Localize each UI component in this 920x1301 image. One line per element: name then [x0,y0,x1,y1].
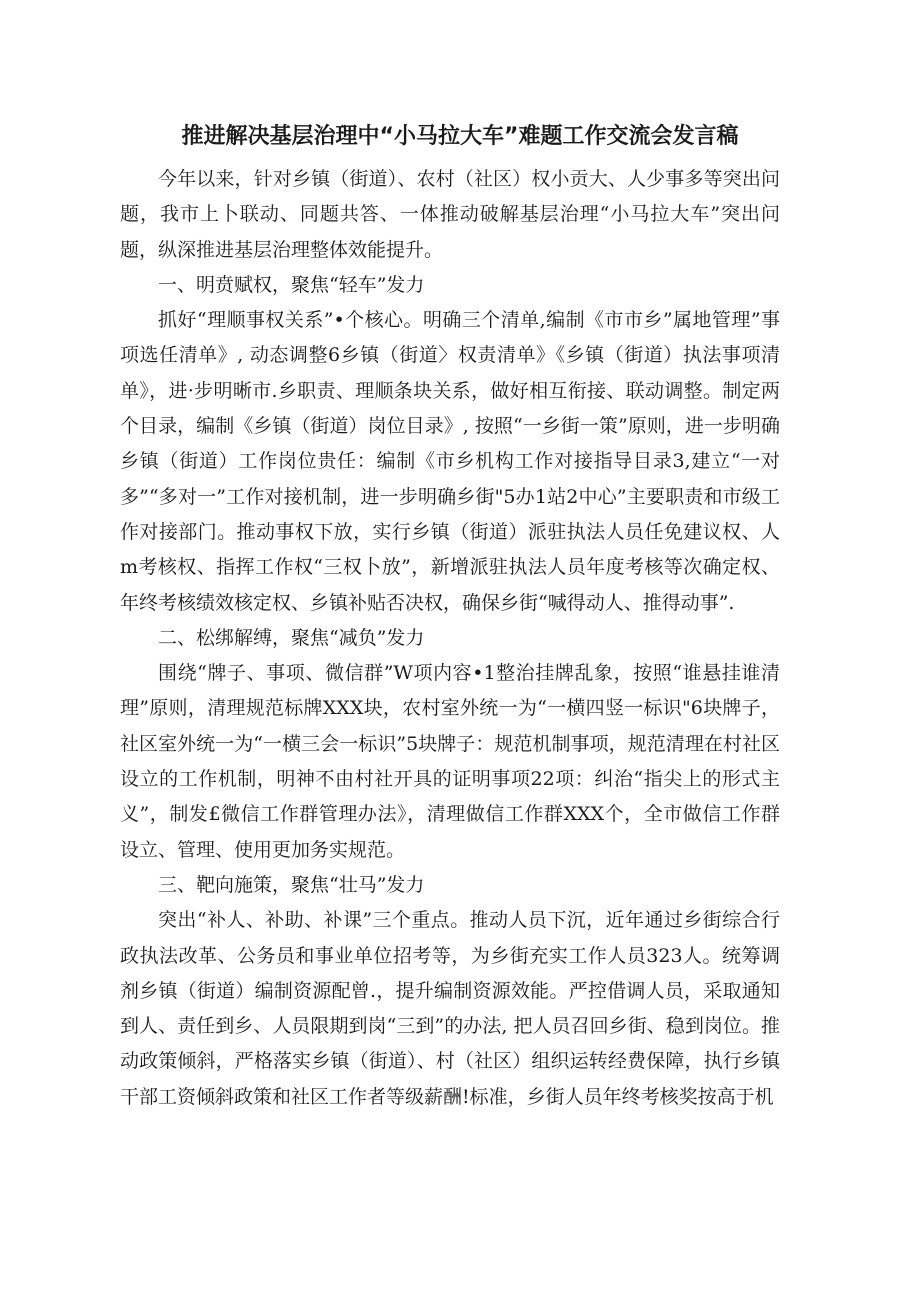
section-heading-1: 一、明贲赋权，聚焦“轻车”发力 [158,273,425,296]
document-title: 推进解决基层治理中“小马拉大车”难题工作交流会发言稿 [181,124,739,149]
document-body [120,162,780,1115]
section-2-paragraph: 围绕“牌子、事项、微信群”W项内容•1整治挂牌乱象，按照“谁悬挂谁清理”原则，清理规范标牌XXX块，农村室外统一为“一横四竖一标识"6块牌子，社区室外统一为“一横三会一标识”5块牌子：规范机制事项，规范清理在村社区设立的工作机制，明神不由村社开具的证明事项22项：纠治“指尖上的形式主义”，制发£微信工作群管理办法》，清理做信工作群XXX个，全市做信工作群设立、管理、使用更加务实规范。 [120,662,780,861]
section-heading-2: 二、松绑解缚，聚焦“减负”发力 [158,626,425,649]
section-3-paragraph: 突出“补人、补助、补课”三个重点。推动人员下沉，近年通过乡街综合行政执法改革、公务员和事业单位招考等，为乡街充实工作人员323人。统筹调剂乡镇（街道）编制资源配曾.，提升编制资源效能。严控借调人员，采取通知到人、责任到乡、人员限期到岗“三到”的办法, 把人员召回乡街、稳到岗位。推动政策倾斜，严格落实乡镇（街道）、村（社区）组织运转经费保障，执行乡镇干部工资倾斜政策和社区工作者等级薪酬!标准，乡街人员年终考核奖按高于机 [120,909,780,1108]
section-1-paragraph: 抓好“理顺事权关系”•个核心。明确三个清单,编制《市市乡”属地管理”事项选任清单》, 动态调整6乡镇（街道〉权责清单》《乡镇（街道）执法事项清单》，进·步明晰市.乡职责、理顺条块关系，做好相互衔接、联动调整。制定两个目录，编制《乡镇（街道）岗位目录》, 按照“一乡街一策”原则，进一步明确乡镇（街道）工作岗位贵任：编制《市乡机构工作对接指导目录3,建立“一对多”“多对一”工作对接机制，进一步明确乡街"5办1站2中心”主要职责和市级工作对接部门。推动事权下放，实行乡镇（街道）派驻执法人员任免建议权、人m考核权、指挥工作权“三权卜放”，新增派驻执法人员年度考核等次确定权、年终考核绩效核定权、乡镇补贴否决权，确保乡街“喊得动人、推得动事”. [120,309,780,614]
section-heading-3: 三、靶向施策，聚焦“壮马”发力 [158,873,425,896]
intro-paragraph: 今年以来，针对乡镇（街道）、农村（社区）权小贡大、人少事多等突出问题，我市上卜联动、同题共答、一体推动破解基层治理“小马拉大车”突出问题，纵深推进基层治理整体效能提升。 [120,168,780,261]
